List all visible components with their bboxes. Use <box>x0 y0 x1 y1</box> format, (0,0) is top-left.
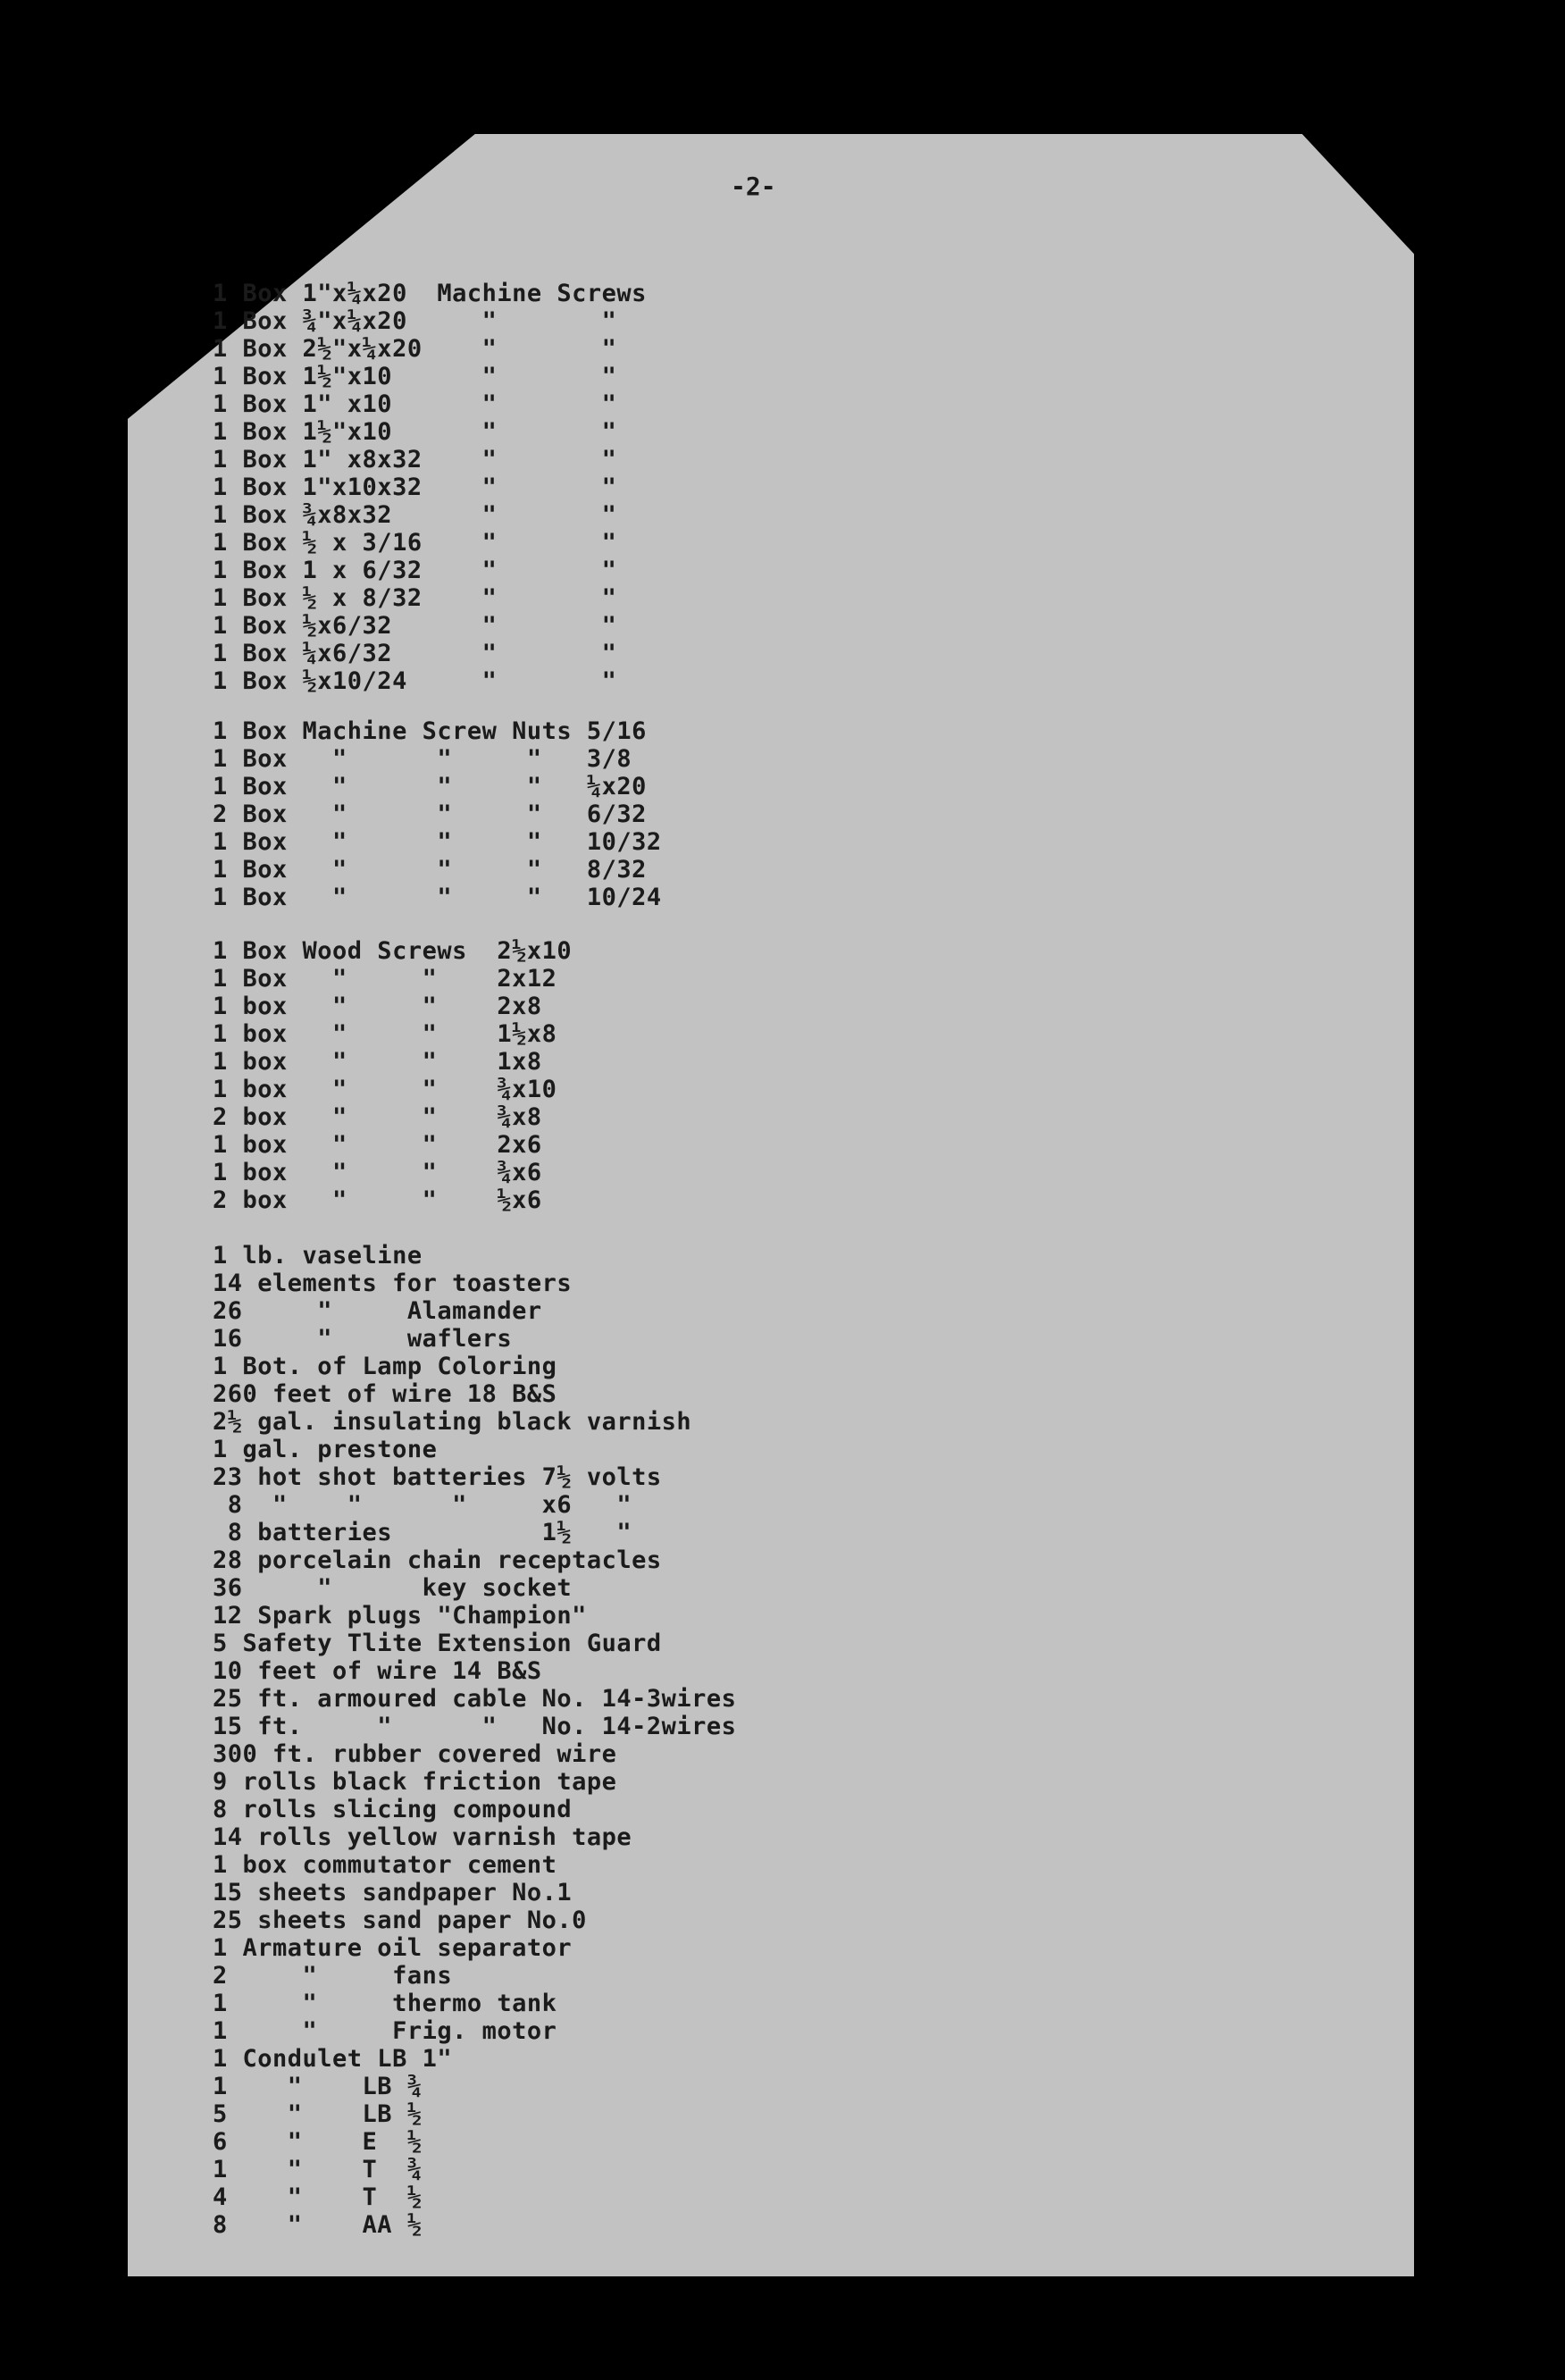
inventory-line: 1 Box ¼x6/32 " " <box>213 640 617 667</box>
inventory-line: 9 rolls black friction tape <box>213 1768 617 1796</box>
inventory-line: 5 Safety Tlite Extension Guard <box>213 1630 662 1657</box>
inventory-line: 1 Box ½x6/32 " " <box>213 612 617 640</box>
inventory-line: 1 Bot. of Lamp Coloring <box>213 1353 557 1380</box>
inventory-line: 1 lb. vaseline <box>213 1242 423 1270</box>
inventory-line: 1 Box " " " 8/32 <box>213 856 647 884</box>
inventory-line: 1 " T ¾ <box>213 2156 423 2183</box>
inventory-line: 1 " Frig. motor <box>213 2017 557 2045</box>
inventory-line: 25 sheets sand paper No.0 <box>213 1907 587 1934</box>
inventory-line: 6 " E ½ <box>213 2128 423 2156</box>
inventory-line: 1 box " " 1x8 <box>213 1048 542 1076</box>
inventory-line: 8 batteries 1½ " <box>213 1519 632 1546</box>
inventory-line: 1 Box ½ x 3/16 " " <box>213 529 617 557</box>
inventory-line: 28 porcelain chain receptacles <box>213 1546 662 1574</box>
inventory-line: 2 box " " ¾x8 <box>213 1103 542 1131</box>
inventory-line: 1 Box ¾"x¼x20 " " <box>213 307 617 335</box>
inventory-line: 25 ft. armoured cable No. 14-3wires <box>213 1685 737 1713</box>
inventory-line: 1 Box 1½"x10 " " <box>213 363 617 390</box>
inventory-line: 1 box " " ¾x10 <box>213 1076 557 1103</box>
inventory-line: 1 Box " " " ¼x20 <box>213 773 647 800</box>
inventory-line: 12 Spark plugs "Champion" <box>213 1602 587 1630</box>
inventory-line: 2 Box " " " 6/32 <box>213 800 647 828</box>
inventory-line: 1 gal. prestone <box>213 1436 438 1463</box>
inventory-line: 4 " T ½ <box>213 2183 423 2211</box>
inventory-line: 1 " thermo tank <box>213 1990 557 2017</box>
inventory-line: 1 " LB ¾ <box>213 2073 423 2100</box>
inventory-line: 1 Box " " " 10/24 <box>213 884 662 911</box>
inventory-line: 1 Box Machine Screw Nuts 5/16 <box>213 717 647 745</box>
inventory-line: 1 Box " " 2x12 <box>213 965 557 993</box>
inventory-line: 1 Box 1 x 6/32 " " <box>213 557 617 584</box>
inventory-line: 2 " fans <box>213 1962 453 1990</box>
inventory-line: 1 Box ¾x8x32 " " <box>213 501 617 529</box>
inventory-line: 16 " waflers <box>213 1325 513 1353</box>
inventory-line: 1 Condulet LB 1" <box>213 2045 453 2073</box>
page-number: -2- <box>731 172 776 201</box>
inventory-line: 1 box " " 2x8 <box>213 993 542 1020</box>
inventory-line: 1 Box ½ x 8/32 " " <box>213 584 617 612</box>
inventory-line: 1 box " " 2x6 <box>213 1131 542 1159</box>
inventory-line: 23 hot shot batteries 7½ volts <box>213 1463 662 1491</box>
inventory-line: 15 sheets sandpaper No.1 <box>213 1879 573 1907</box>
inventory-line: 15 ft. " " No. 14-2wires <box>213 1713 737 1740</box>
inventory-line: 1 Box Wood Screws 2½x10 <box>213 937 573 965</box>
inventory-line: 36 " key socket <box>213 1574 573 1602</box>
inventory-line: 1 Box 1" x10 " " <box>213 390 617 418</box>
inventory-line: 1 box commutator cement <box>213 1851 557 1879</box>
inventory-line: 2 box " " ½x6 <box>213 1186 542 1214</box>
inventory-line: 300 ft. rubber covered wire <box>213 1740 617 1768</box>
inventory-line: 1 Box ½x10/24 " " <box>213 667 617 695</box>
inventory-line: 8 " AA ½ <box>213 2211 423 2239</box>
inventory-line: 1 box " " 1½x8 <box>213 1020 557 1048</box>
inventory-line: 1 Box " " " 10/32 <box>213 828 662 856</box>
inventory-line: 1 Box " " " 3/8 <box>213 745 632 773</box>
inventory-line: 260 feet of wire 18 B&S <box>213 1380 557 1408</box>
inventory-line: 1 Armature oil separator <box>213 1934 573 1962</box>
inventory-line: 8 " " " x6 " <box>213 1491 632 1519</box>
inventory-line: 1 Box 1"x¼x20 Machine Screws <box>213 280 647 307</box>
inventory-line: 1 Box 1" x8x32 " " <box>213 446 617 473</box>
inventory-line: 14 rolls yellow varnish tape <box>213 1823 632 1851</box>
inventory-line: 26 " Alamander <box>213 1297 542 1325</box>
inventory-line: 1 Box 1½"x10 " " <box>213 418 617 446</box>
inventory-line: 2½ gal. insulating black varnish <box>213 1408 692 1436</box>
inventory-line: 10 feet of wire 14 B&S <box>213 1657 542 1685</box>
inventory-line: 1 Box 1"x10x32 " " <box>213 473 617 501</box>
inventory-line: 5 " LB ½ <box>213 2100 423 2128</box>
inventory-line: 14 elements for toasters <box>213 1270 573 1297</box>
inventory-line: 8 rolls slicing compound <box>213 1796 573 1823</box>
inventory-line: 1 Box 2½"x¼x20 " " <box>213 335 617 363</box>
inventory-line: 1 box " " ¾x6 <box>213 1159 542 1186</box>
